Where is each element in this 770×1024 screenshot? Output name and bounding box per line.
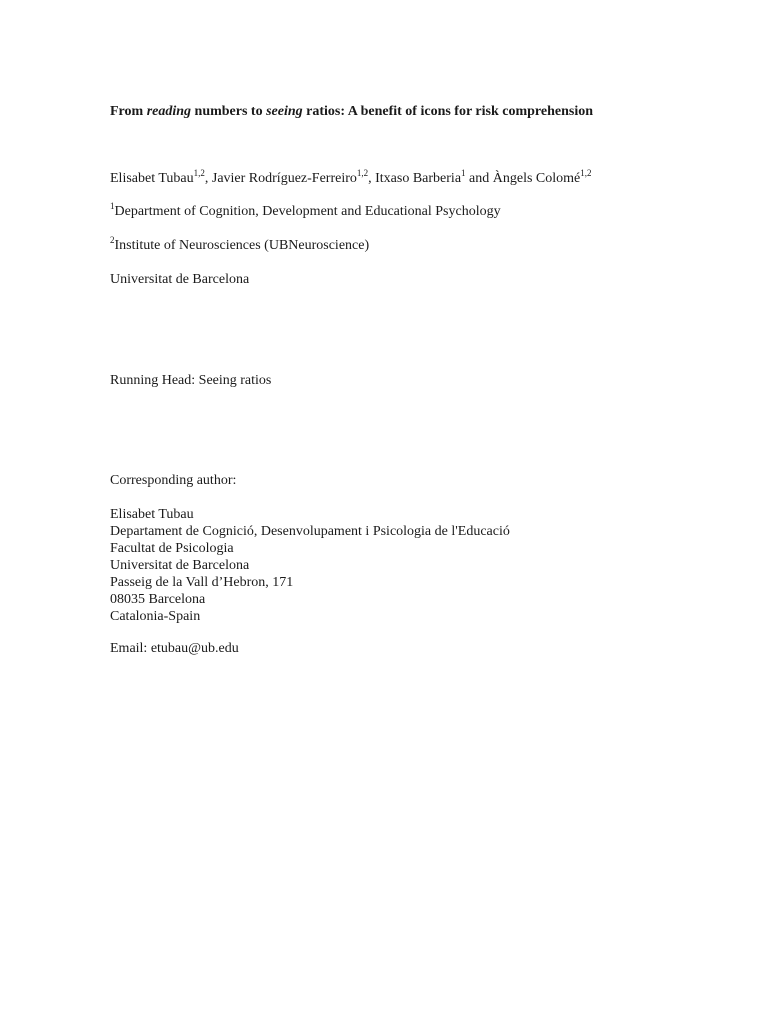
- affiliation-text: Institute of Neurosciences (UBNeuroscience): [114, 238, 370, 253]
- title-part-1: From: [110, 104, 147, 119]
- affiliation-number: 1: [110, 201, 115, 211]
- address-line: Universitat de Barcelona: [110, 558, 250, 573]
- author-affiliation-mark: 1: [461, 168, 466, 178]
- title-italic-seeing: seeing: [266, 104, 303, 119]
- affiliation-number: 2: [110, 235, 115, 245]
- title-part-2: numbers to: [191, 104, 267, 119]
- title-italic-reading: reading: [146, 104, 192, 119]
- author-name: Itxaso Barberia: [375, 171, 462, 186]
- title-part-3: ratios: A benefit of icons for risk comprehension: [302, 104, 594, 119]
- address-line: Departament de Cognició, Desenvolupament i Psicologia de l'Educació: [110, 524, 510, 539]
- affiliation-2: [110, 237, 369, 255]
- author-name: Elisabet Tubau: [110, 171, 194, 186]
- address-line: Passeig de la Vall d’Hebron, 171: [110, 575, 294, 590]
- affiliation-1: [110, 203, 501, 221]
- address-line: Elisabet Tubau: [110, 507, 194, 522]
- affiliation-text: Department of Cognition, Development and Educational Psychology: [114, 204, 501, 219]
- address-line: Catalonia-Spain: [110, 609, 201, 624]
- author-separator: ,: [204, 171, 212, 186]
- running-head: Running Head: Seeing ratios: [110, 373, 272, 388]
- address-line: 08035 Barcelona: [110, 592, 206, 607]
- author-affiliation-mark: 1,2: [193, 168, 205, 178]
- author-affiliation-mark: 1,2: [580, 168, 592, 178]
- author-name: Javier Rodríguez-Ferreiro: [211, 171, 357, 186]
- university-name: Universitat de Barcelona: [110, 272, 250, 287]
- address-line: Facultat de Psicologia: [110, 541, 234, 556]
- author-name: Àngels Colomé: [492, 171, 581, 186]
- corresponding-address: [110, 506, 510, 625]
- author-separator: and: [465, 171, 493, 186]
- author-separator: ,: [368, 171, 376, 186]
- corresponding-author-label: Corresponding author:: [110, 473, 237, 488]
- email-line: Email: etubau@ub.edu: [110, 641, 239, 656]
- author-affiliation-mark: 1,2: [356, 168, 369, 178]
- paper-title: [110, 103, 593, 121]
- author-list: [110, 170, 592, 188]
